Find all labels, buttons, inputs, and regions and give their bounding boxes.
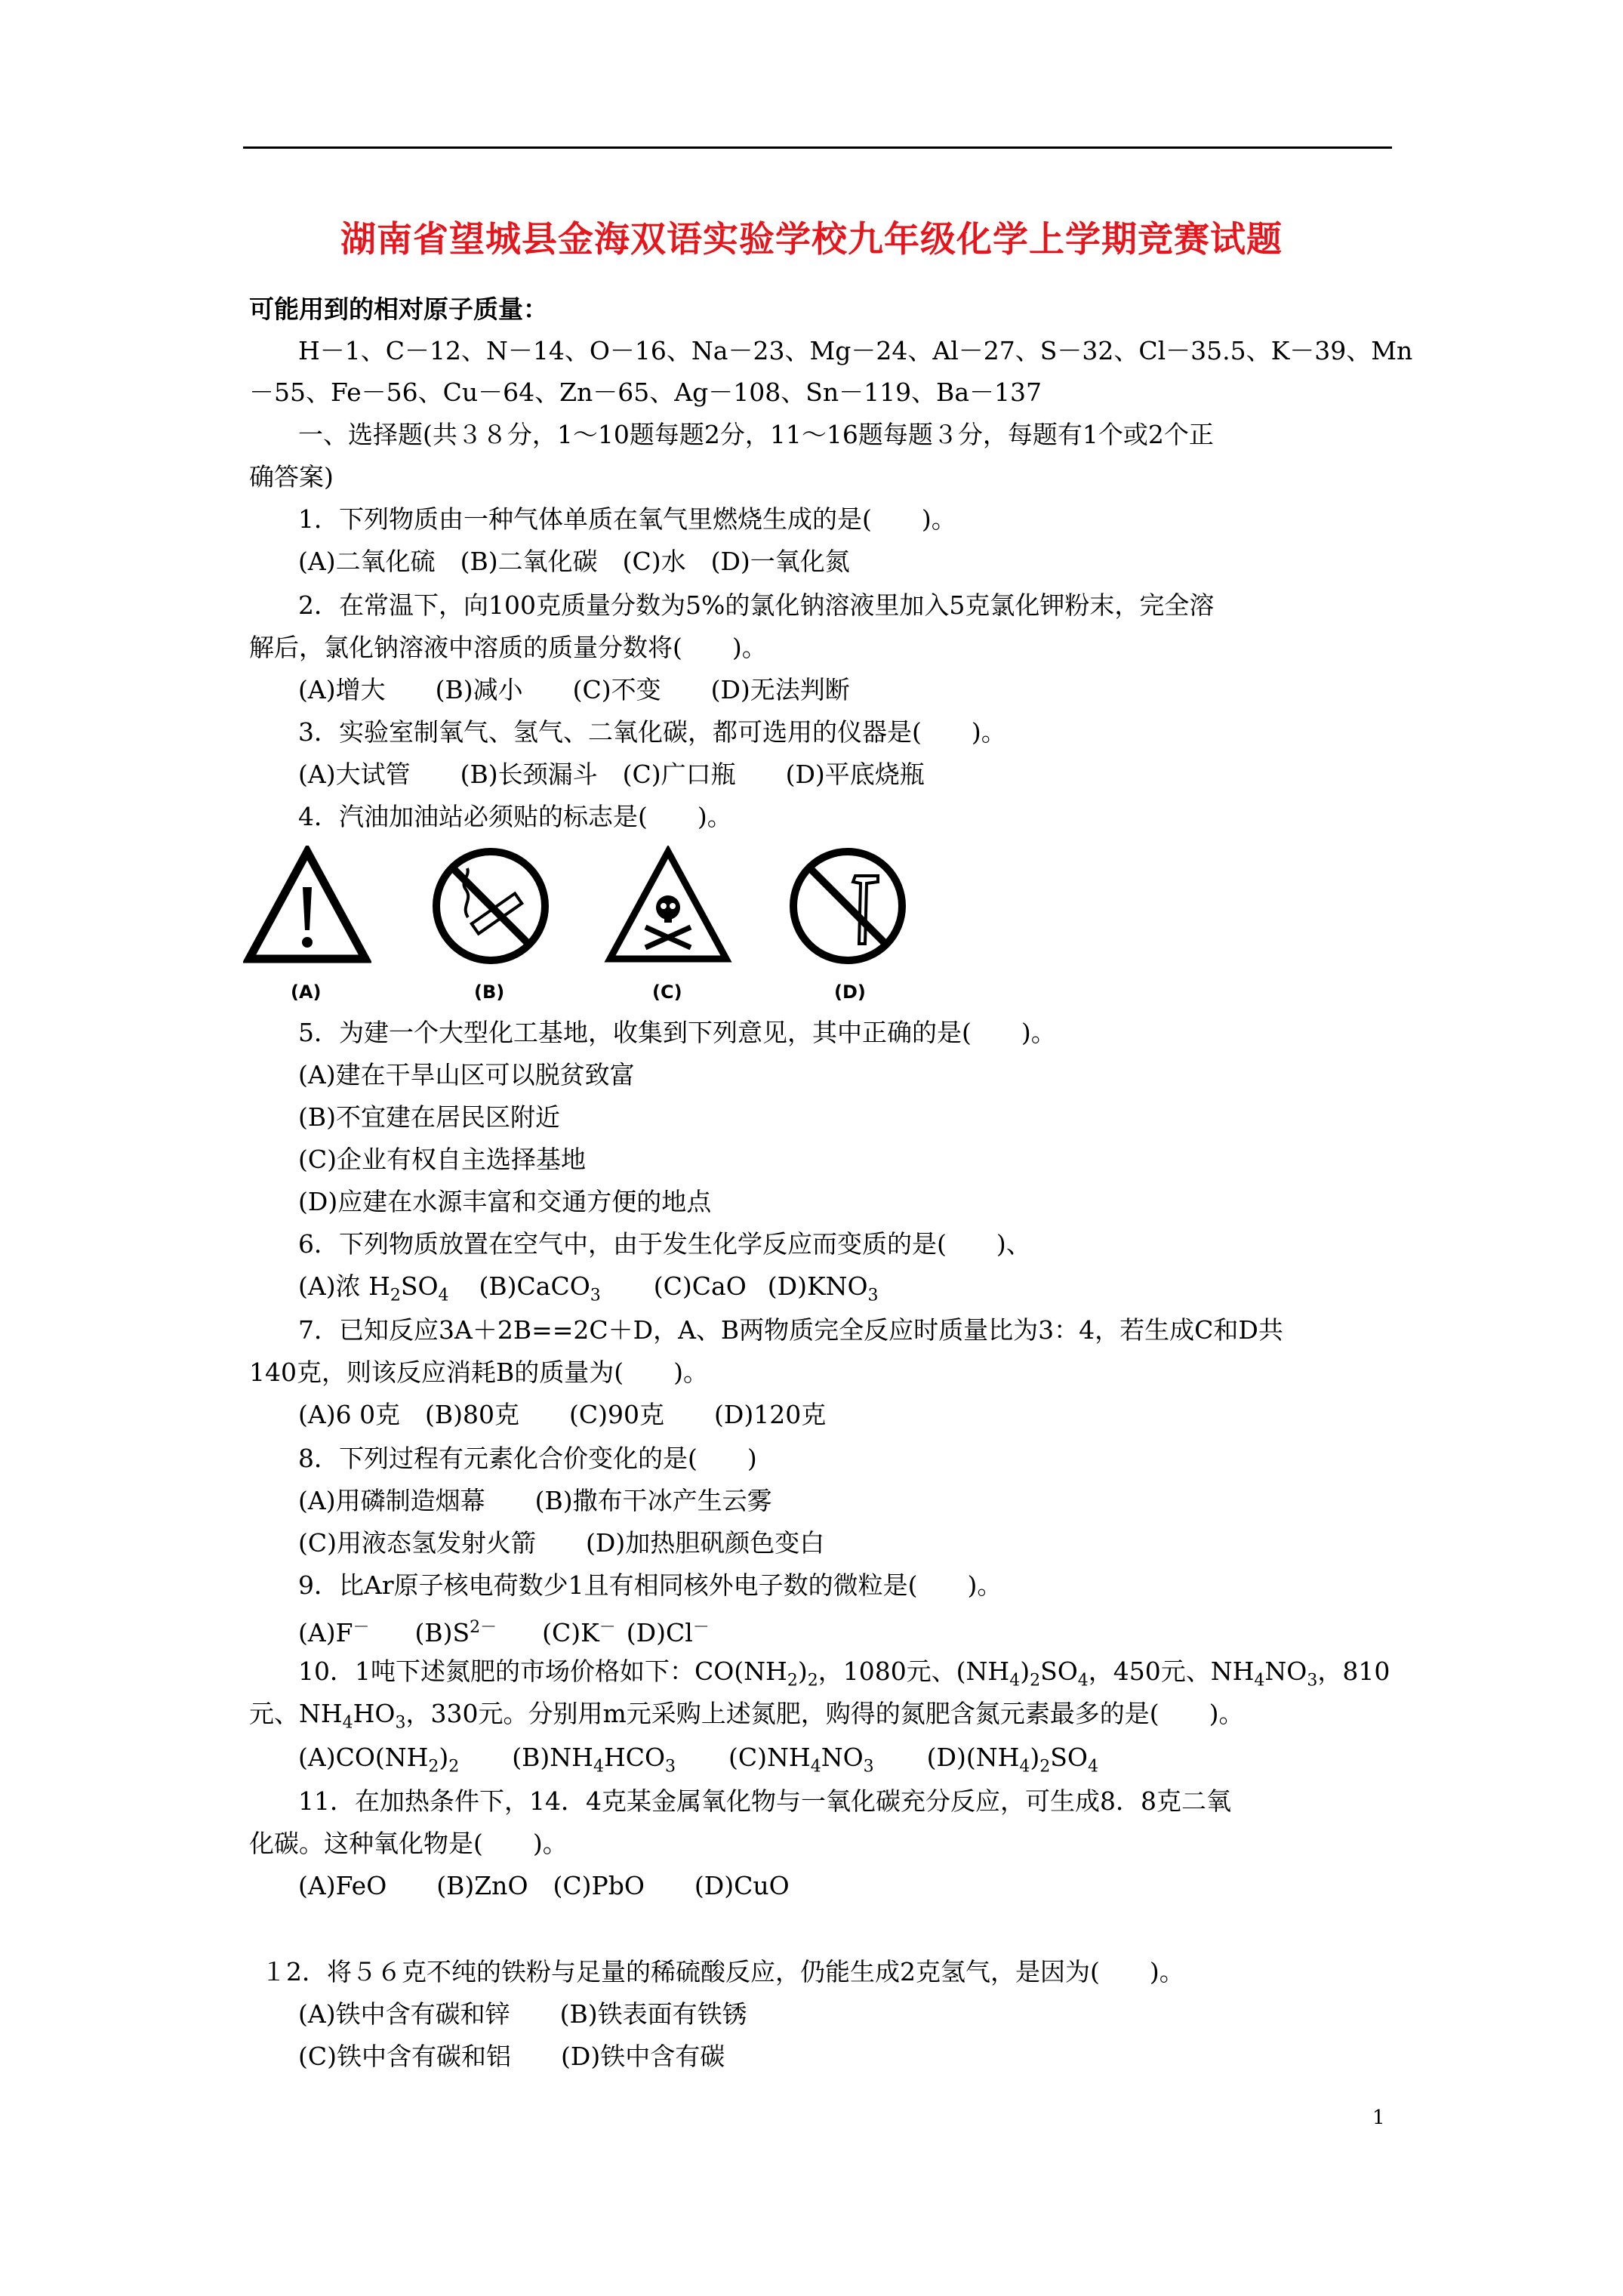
q1-options: (A)二氧化硫 (B)二氧化碳 (C)水 (D)一氧化氮 xyxy=(298,547,850,576)
atomic-mass-header: 可能用到的相对原子质量： xyxy=(249,294,548,324)
document-title: 湖南省望城县金海双语实验学校九年级化学上学期竞赛试题 xyxy=(340,219,1283,260)
atomic-mass-line-2: －55、Fe－56、Cu－64、Zn－65、Ag－108、Sn－119、Ba－137 xyxy=(249,378,1042,407)
q8-stem: 8．下列过程有元素化合价变化的是( ) xyxy=(298,1444,757,1473)
sign-label-c: (C) xyxy=(652,982,682,1003)
q6-options: (A)浓 $H_2SO_4$ (B)CaCO$_3$ (C)CaO $(D)KNO_3$ xyxy=(298,1271,879,1305)
atomic-mass-line-1: H－1、C－12、N－14、O－16、Na－23、Mg－24、Al－27、S－32、Cl－35.5、K－39、Mn xyxy=(298,336,1413,365)
poison-sign-icon xyxy=(604,846,732,966)
q10-options: $(A)CO(NH_2)_2$ $(B)NH_4HCO_3$ $(C)NH_4NO_3$ $(D)(NH_4)_2SO_4$ xyxy=(298,1743,1098,1777)
sign-label-d: (D) xyxy=(834,982,866,1003)
q4-stem: 4．汽油加油站必须贴的标志是( )。 xyxy=(298,802,732,831)
q9-stem: 9．比Ar原子核电荷数少1且有相同核外电子数的微粒是( )。 xyxy=(298,1570,1002,1600)
q5-stem: 5．为建一个大型化工基地，收集到下列意见，其中正确的是( )。 xyxy=(298,1018,1056,1047)
section-heading-1: 一、选择题(共３８分，1～10题每题2分，11～16题每题３分，每题有1个或2个正 xyxy=(298,420,1214,449)
q2-stem-1: 2．在常温下，向100克质量分数为5%的氯化钠溶液里加入5克氯化钾粉末，完全溶 xyxy=(298,590,1215,620)
q8-options-2: (C)用液态氢发射火箭 (D)加热胆矾颜色变白 xyxy=(298,1528,825,1558)
no-smoking-sign-icon xyxy=(427,846,555,966)
q12-stem: １2．将５６克不纯的铁粉与足量的稀硫酸反应，仍能生成2克氢气，是因为( )。 xyxy=(261,1957,1184,1986)
q7-stem-1: 7．已知反应3A＋2B==2C＋D，A、B两物质完全反应时质量比为3：4，若生成C和D共 xyxy=(298,1315,1283,1345)
q12-options-2: (C)铁中含有碳和铝 (D)铁中含有碳 xyxy=(298,2042,725,2071)
q7-stem-2: 140克，则该反应消耗B的质量为( )。 xyxy=(249,1358,708,1387)
page-number: 1 xyxy=(1372,2106,1385,2129)
prohibition-sign-icon xyxy=(784,846,912,966)
q11-stem-1: 11．在加热条件下，14．4克某金属氧化物与一氧化碳充分反应，可生成8．8克二氧 xyxy=(298,1786,1231,1816)
warning-sign-icon xyxy=(243,846,371,966)
q6-stem: 6．下列物质放置在空气中，由于发生化学反应而变质的是( )、 xyxy=(298,1229,1031,1259)
q1-stem: 1．下列物质由一种气体单质在氧气里燃烧生成的是( )。 xyxy=(298,504,956,534)
q10-stem-1: 10．1吨下述氮肥的市场价格如下：$CO(NH_2)_2$，1080元、$(NH_4)_2SO_4$，450元、$NH_4NO_3$，810 xyxy=(298,1657,1390,1690)
q5-option-c: (C)企业有权自主选择基地 xyxy=(298,1145,586,1174)
sign-label-a: (A) xyxy=(291,982,322,1003)
q8-options-1: (A)用磷制造烟幕 (B)撒布干冰产生云雾 xyxy=(298,1486,772,1515)
sign-label-b: (B) xyxy=(474,982,505,1003)
q10-stem-2: 元、$NH_4HO_3$，330元。分别用m元采购上述氮肥，购得的氮肥含氮元素最多的是( )。 xyxy=(249,1699,1244,1733)
q3-stem: 3．实验室制氧气、氢气、二氧化碳，都可选用的仪器是( )。 xyxy=(298,717,1006,747)
q5-option-b: (B)不宜建在居民区附近 xyxy=(298,1102,560,1132)
q7-options: (A)6 0克 (B)80克 (C)90克 (D)120克 xyxy=(298,1400,827,1429)
q2-options: (A)增大 (B)减小 (C)不变 (D)无法判断 xyxy=(298,675,850,704)
q5-option-d: (D)应建在水源丰富和交通方便的地点 xyxy=(298,1187,712,1216)
q3-options: (A)大试管 (B)长颈漏斗 (C)广口瓶 (D)平底烧瓶 xyxy=(298,760,925,789)
q11-options: (A)FeO (B)ZnO (C)PbO (D)CuO xyxy=(298,1871,790,1900)
header-rule xyxy=(243,146,1392,149)
q12-options-1: (A)铁中含有碳和锌 (B)铁表面有铁锈 xyxy=(298,1999,747,2029)
q2-stem-2: 解后，氯化钠溶液中溶质的质量分数将( )。 xyxy=(249,633,767,662)
section-heading-2: 确答案) xyxy=(249,462,334,492)
q11-stem-2: 化碳。这种氧化物是( )。 xyxy=(249,1829,568,1858)
q9-options: (A)F－ $(B)S^{2-}$ (C)K－ (D)Cl－ xyxy=(298,1618,710,1647)
q5-option-a: (A)建在干旱山区可以脱贫致富 xyxy=(298,1060,635,1089)
